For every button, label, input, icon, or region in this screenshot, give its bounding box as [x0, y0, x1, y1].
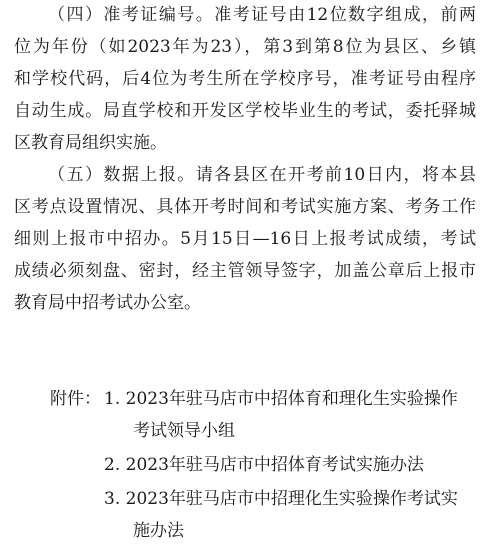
- attachment-3-line-2: 施办法: [133, 521, 184, 541]
- attachment-2-line-1: 2. 2023年驻马店市中招体育考试实施办法: [104, 455, 424, 475]
- section5-line-4: 成绩必须刻盘、密封，经主管领导签字，加盖公章后上报市: [14, 261, 476, 281]
- section5-line-1: （五）数据上报。请各县区在开考前10日内，将本县: [48, 165, 476, 185]
- attachment-1-line-1: 1. 2023年驻马店市中招体育和理化生实验操作: [104, 389, 458, 409]
- section5-line-3: 细则上报市中招办。5月15日—16日上报考试成绩，考试: [14, 229, 476, 249]
- attachment-1-line-2: 考试领导小组: [133, 421, 235, 441]
- attachments-label: 附件：: [50, 389, 101, 409]
- section4-line-4: 自动生成。局直学校和开发区学校毕业生的考试，委托驿城: [14, 101, 476, 121]
- attachment-3-line-1: 3. 2023年驻马店市中招理化生实验操作考试实: [104, 489, 458, 509]
- section5-line-2: 区考点设置情况、具体开考时间和考试实施方案、考务工作: [14, 197, 476, 217]
- section4-line-5: 区教育局组织实施。: [14, 133, 167, 153]
- section4-line-3: 和学校代码，后4位为考生所在学校序号，准考证号由程序: [14, 69, 476, 89]
- section5-line-5: 教育局中招考试办公室。: [14, 293, 201, 313]
- section4-line-1: （四）准考证编号。准考证号由12位数字组成，前两: [48, 5, 476, 25]
- section4-line-2: 位为年份（如2023年为23），第3到第8位为县区、乡镇: [14, 37, 476, 57]
